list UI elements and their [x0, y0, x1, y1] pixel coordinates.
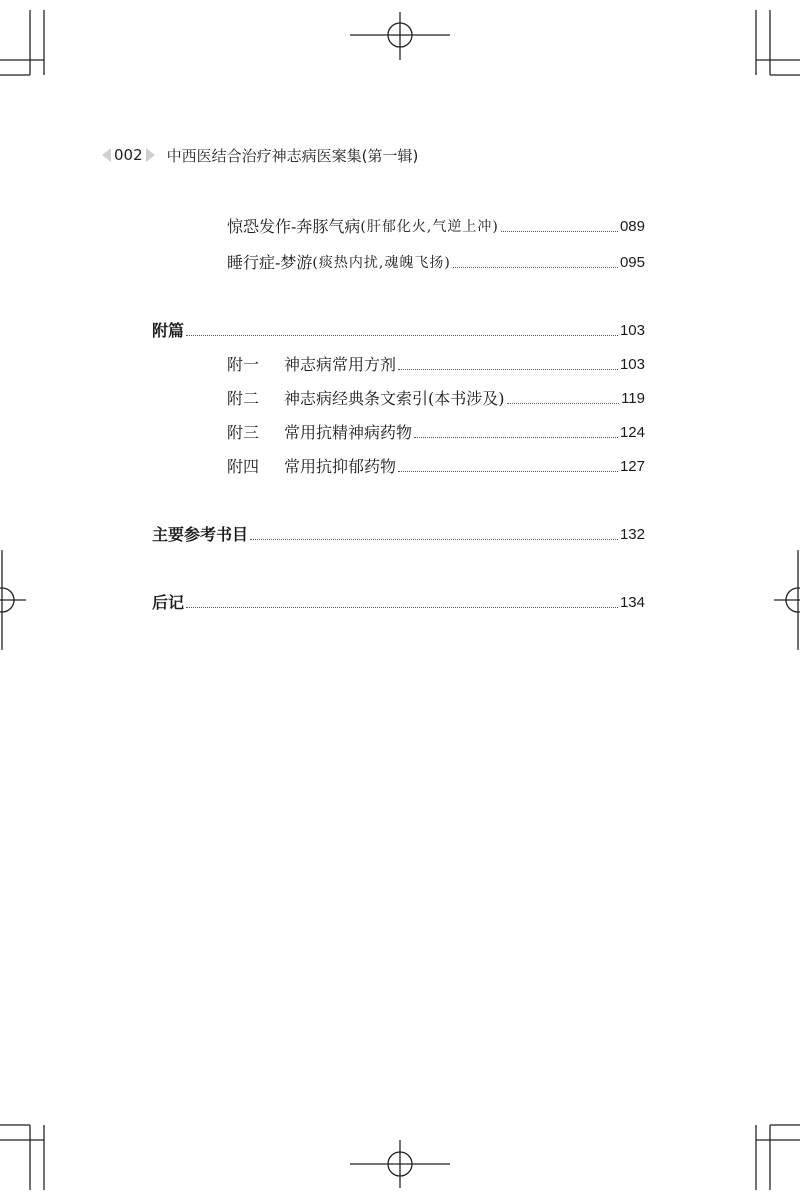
- toc-entry[interactable]: [0, 315, 800, 341]
- toc-entry-note: (痰热内扰,魂魄飞扬): [312, 255, 451, 271]
- toc-entry-prefix: 附二: [227, 389, 260, 408]
- toc-entry-prefix: 附四: [227, 457, 260, 476]
- toc-entry[interactable]: [0, 383, 800, 409]
- toc-entry[interactable]: [0, 417, 800, 443]
- toc-entry-page: 132: [619, 526, 645, 543]
- dot-leader: [501, 231, 618, 232]
- toc-entry-note: (肝郁化火,气逆上冲): [360, 219, 499, 235]
- dot-leader: [186, 607, 618, 608]
- toc-entry-prefix: 附一: [227, 355, 260, 374]
- page-number: 002: [114, 146, 143, 164]
- dot-leader: [453, 267, 618, 268]
- dot-leader: [507, 403, 620, 404]
- toc-entry[interactable]: [0, 451, 800, 477]
- toc-entry-page: 089: [619, 218, 645, 235]
- toc-entry-page: 127: [619, 458, 645, 475]
- toc-entry-page: 095: [619, 254, 645, 271]
- toc-entry-title: 睡行症-梦游: [227, 253, 313, 272]
- dot-leader: [398, 471, 618, 472]
- toc-entry-page: 103: [619, 322, 645, 339]
- toc-entry[interactable]: [0, 247, 800, 273]
- triangle-right-icon: [146, 148, 155, 162]
- dot-leader: [186, 335, 618, 336]
- toc-entry-title: 常用抗抑郁药物: [284, 457, 397, 476]
- toc-entry[interactable]: [0, 349, 800, 375]
- toc-entry-title: 后记: [152, 593, 185, 612]
- toc-entry-page: 134: [619, 594, 645, 611]
- toc-entry-title: 神志病经典条文索引(本书涉及): [284, 389, 505, 408]
- dot-leader: [250, 539, 618, 540]
- running-header: [102, 143, 418, 167]
- dot-leader: [398, 369, 618, 370]
- toc-entry-title: 主要参考书目: [152, 525, 249, 544]
- book-title: 中西医结合治疗神志病医案集(第一辑): [166, 146, 419, 165]
- triangle-left-icon: [102, 148, 111, 162]
- toc-entry-page: 119: [621, 390, 645, 407]
- toc-entry[interactable]: [0, 587, 800, 613]
- toc-entry-page: 103: [619, 356, 645, 373]
- toc-entry-page: 124: [619, 424, 645, 441]
- toc-entry[interactable]: [0, 519, 800, 545]
- toc-entry-title: 附篇: [152, 321, 185, 340]
- toc-entry-title: 惊恐发作-奔豚气病: [227, 217, 361, 236]
- toc-entry-title: 常用抗精神病药物: [284, 423, 413, 442]
- dot-leader: [414, 437, 618, 438]
- toc-entry[interactable]: [0, 211, 800, 237]
- toc-entry-title: 神志病常用方剂: [284, 355, 397, 374]
- toc-entry-prefix: 附三: [227, 423, 260, 442]
